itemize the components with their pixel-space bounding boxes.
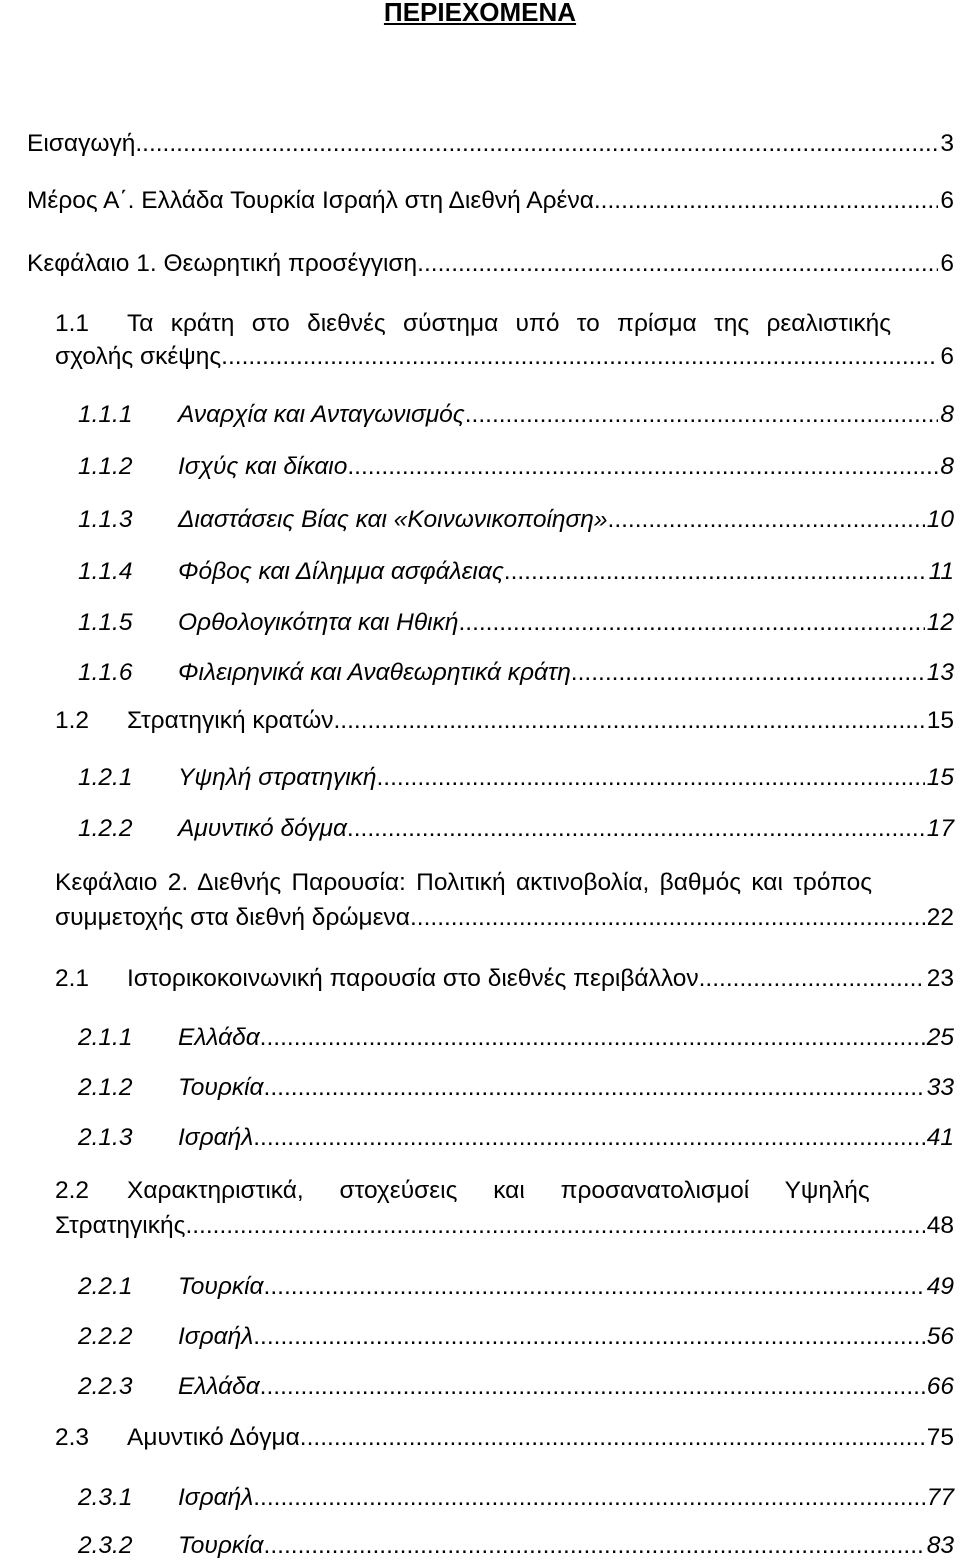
toc-section-number: 2.2	[55, 1177, 90, 1204]
toc-page-number: 48	[926, 1212, 954, 1239]
toc-entry[interactable]	[0, 1071, 960, 1105]
toc-entry-text-line1: Κεφάλαιο 2. Διεθνής Παρουσία: Πολιτική ακτινοβολία, βαθμός και τρόπος	[55, 869, 873, 896]
toc-section-number: 1.1.6	[78, 659, 133, 686]
toc-page-number: 83	[926, 1532, 954, 1559]
dot-leader	[260, 1370, 925, 1404]
dot-leader	[410, 901, 925, 935]
toc-section-number: 2.1.1	[78, 1024, 133, 1051]
toc-entry-text: Μέρος Α΄. Ελλάδα Τουρκία Ισραήλ στη Διεθνή Αρένα	[27, 187, 594, 214]
dot-leader	[253, 1320, 924, 1354]
toc-entry-text: Ισχύς και δίκαιο	[178, 453, 348, 480]
dot-leader	[377, 761, 925, 795]
toc-page-number: 15	[926, 707, 954, 734]
toc-page-number: 13	[926, 659, 954, 686]
toc-entry[interactable]	[0, 1270, 960, 1304]
dot-leader	[264, 1270, 925, 1304]
toc-entry[interactable]	[0, 1174, 960, 1244]
toc-page-number: 8	[940, 401, 954, 428]
toc-section-number: 1.2.2	[78, 815, 133, 842]
toc-section-number: 2.1	[55, 965, 90, 992]
dot-leader	[264, 1071, 925, 1105]
toc-section-number: 2.1.3	[78, 1124, 133, 1151]
toc-entry[interactable]	[0, 398, 960, 432]
toc-entry[interactable]	[0, 1121, 960, 1155]
dot-leader	[347, 450, 938, 484]
toc-section-number: 1.1.3	[78, 506, 133, 533]
toc-entry-text: Κεφάλαιο 1. Θεωρητική προσέγγιση	[27, 250, 418, 277]
toc-section-number: 2.2.2	[78, 1323, 133, 1350]
toc-section-number: 2.3	[55, 1424, 90, 1451]
toc-page-number: 25	[926, 1024, 954, 1051]
dot-leader	[458, 606, 924, 640]
dot-leader	[594, 184, 938, 218]
dot-leader	[260, 1021, 925, 1055]
toc-section-number: 1.1.4	[78, 558, 133, 585]
toc-page-number: 56	[926, 1323, 954, 1350]
toc-entry[interactable]	[0, 127, 960, 161]
toc-page-number: 3	[940, 130, 954, 157]
toc-entry-text: Ισραήλ	[178, 1484, 254, 1511]
toc-entry[interactable]	[0, 962, 960, 996]
toc-section-number: 1.1	[55, 310, 90, 337]
toc-entry[interactable]	[0, 1370, 960, 1404]
dot-leader	[253, 1481, 924, 1515]
toc-entry-text: Φιλειρηνικά και Αναθεωρητικά κράτη	[178, 659, 571, 686]
toc-entry[interactable]	[0, 503, 960, 537]
toc-entry-text: Διαστάσεις Βίας και «Κοινωνικοποίηση»	[178, 506, 608, 533]
toc-entry-text: Ελλάδα	[178, 1024, 260, 1051]
toc-page-number: 75	[926, 1424, 954, 1451]
toc-page-number: 6	[940, 343, 954, 370]
dot-leader	[221, 340, 938, 374]
toc-entry[interactable]	[0, 1481, 960, 1515]
toc-entry-text: Τουρκία	[178, 1074, 264, 1101]
toc-page-number: 17	[926, 815, 954, 842]
toc-section-number: 2.2.3	[78, 1373, 133, 1400]
dot-leader	[253, 1121, 924, 1155]
toc-entry-text: Φόβος και Δίλημμα ασφάλειας	[178, 558, 504, 585]
toc-page-number: 10	[926, 506, 954, 533]
dot-leader	[417, 247, 938, 281]
toc-entry[interactable]	[0, 1529, 960, 1563]
dot-leader	[135, 127, 938, 161]
toc-entry-text: Ελλάδα	[178, 1373, 260, 1400]
toc-entry-text: Ορθολογικότητα και Ηθική	[178, 609, 459, 636]
toc-page-number: 6	[940, 250, 954, 277]
toc-page-number: 15	[926, 764, 954, 791]
toc-section-number: 1.2	[55, 707, 90, 734]
toc-section-number: 2.2.1	[78, 1273, 133, 1300]
dot-leader	[608, 503, 925, 537]
toc-page-number: 77	[926, 1484, 954, 1511]
page-title: ΠΕΡΙΕΧΟΜΕΝΑ	[383, 0, 577, 27]
toc-entry[interactable]	[0, 555, 960, 589]
toc-section-number: 1.2.1	[78, 764, 133, 791]
toc-entry-text: Τουρκία	[178, 1532, 264, 1559]
toc-entry[interactable]	[0, 1021, 960, 1055]
toc-entry[interactable]	[0, 247, 960, 281]
toc-entry-text: Ισραήλ	[178, 1323, 254, 1350]
dot-leader	[334, 704, 925, 738]
toc-entry[interactable]	[0, 1320, 960, 1354]
dot-leader	[699, 962, 925, 996]
toc-section-number: 1.1.5	[78, 609, 133, 636]
toc-section-number: 1.1.2	[78, 453, 133, 480]
toc-entry-text: Αναρχία και Ανταγωνισμός	[178, 401, 465, 428]
toc-entry-text: Εισαγωγή	[27, 130, 136, 157]
toc-section-number: 2.3.2	[78, 1532, 133, 1559]
toc-entry[interactable]	[0, 606, 960, 640]
toc-section-number: 2.1.2	[78, 1074, 133, 1101]
toc-entry[interactable]	[0, 450, 960, 484]
toc-page-number: 12	[926, 609, 954, 636]
toc-entry-text: Στρατηγική κρατών	[127, 707, 334, 734]
toc-entry-text-line1: Χαρακτηριστικά, στοχεύσεις και προσανατολισμοί Υψηλής	[127, 1177, 870, 1204]
toc-entry[interactable]	[0, 1421, 960, 1455]
dot-leader	[185, 1209, 924, 1243]
toc-entry-text: Αμυντικό Δόγμα	[127, 1424, 300, 1451]
toc-page-number: 11	[928, 558, 954, 585]
toc-entry-text: Ιστορικοκοινωνική παρουσία στο διεθνές περιβάλλον	[127, 965, 699, 992]
toc-section-number: 2.3.1	[78, 1484, 133, 1511]
toc-page-number: 66	[926, 1373, 954, 1400]
toc-entry[interactable]	[0, 307, 960, 377]
toc-page-number: 49	[926, 1273, 954, 1300]
toc-section-number: 1.1.1	[78, 401, 133, 428]
toc-entry-text: Ισραήλ	[178, 1124, 254, 1151]
toc-entry[interactable]	[0, 184, 960, 218]
dot-leader	[465, 398, 939, 432]
dot-leader	[300, 1421, 925, 1455]
toc-page-number: 22	[926, 904, 954, 931]
toc-entry-text-line1: Τα κράτη στο διεθνές σύστημα υπό το πρίσμα της ρεαλιστικής	[127, 310, 892, 337]
toc-entry[interactable]	[0, 761, 960, 795]
toc-page-number: 6	[940, 187, 954, 214]
toc-entry-text: Υψηλή στρατηγική	[178, 764, 377, 791]
toc-page-number: 41	[926, 1124, 954, 1151]
toc-entry[interactable]	[0, 812, 960, 846]
dot-leader	[264, 1529, 925, 1563]
toc-entry-text: Αμυντικό δόγμα	[178, 815, 347, 842]
dot-leader	[504, 555, 927, 589]
toc-entry[interactable]	[0, 704, 960, 738]
toc-entry-text-line2: Στρατηγικής	[55, 1212, 186, 1239]
dot-leader	[347, 812, 925, 846]
toc-entry-text-line2: σχολής σκέψης	[55, 343, 222, 370]
toc-page-number: 23	[926, 965, 954, 992]
toc-page-number: 8	[940, 453, 954, 480]
dot-leader	[571, 656, 925, 690]
toc-entry-text-line2: συμμετοχής στα διεθνή δρώμενα	[55, 904, 410, 931]
toc-entry[interactable]	[0, 656, 960, 690]
toc-page-number: 33	[926, 1074, 954, 1101]
toc-entry[interactable]	[0, 866, 960, 936]
toc-entry-text: Τουρκία	[178, 1273, 264, 1300]
